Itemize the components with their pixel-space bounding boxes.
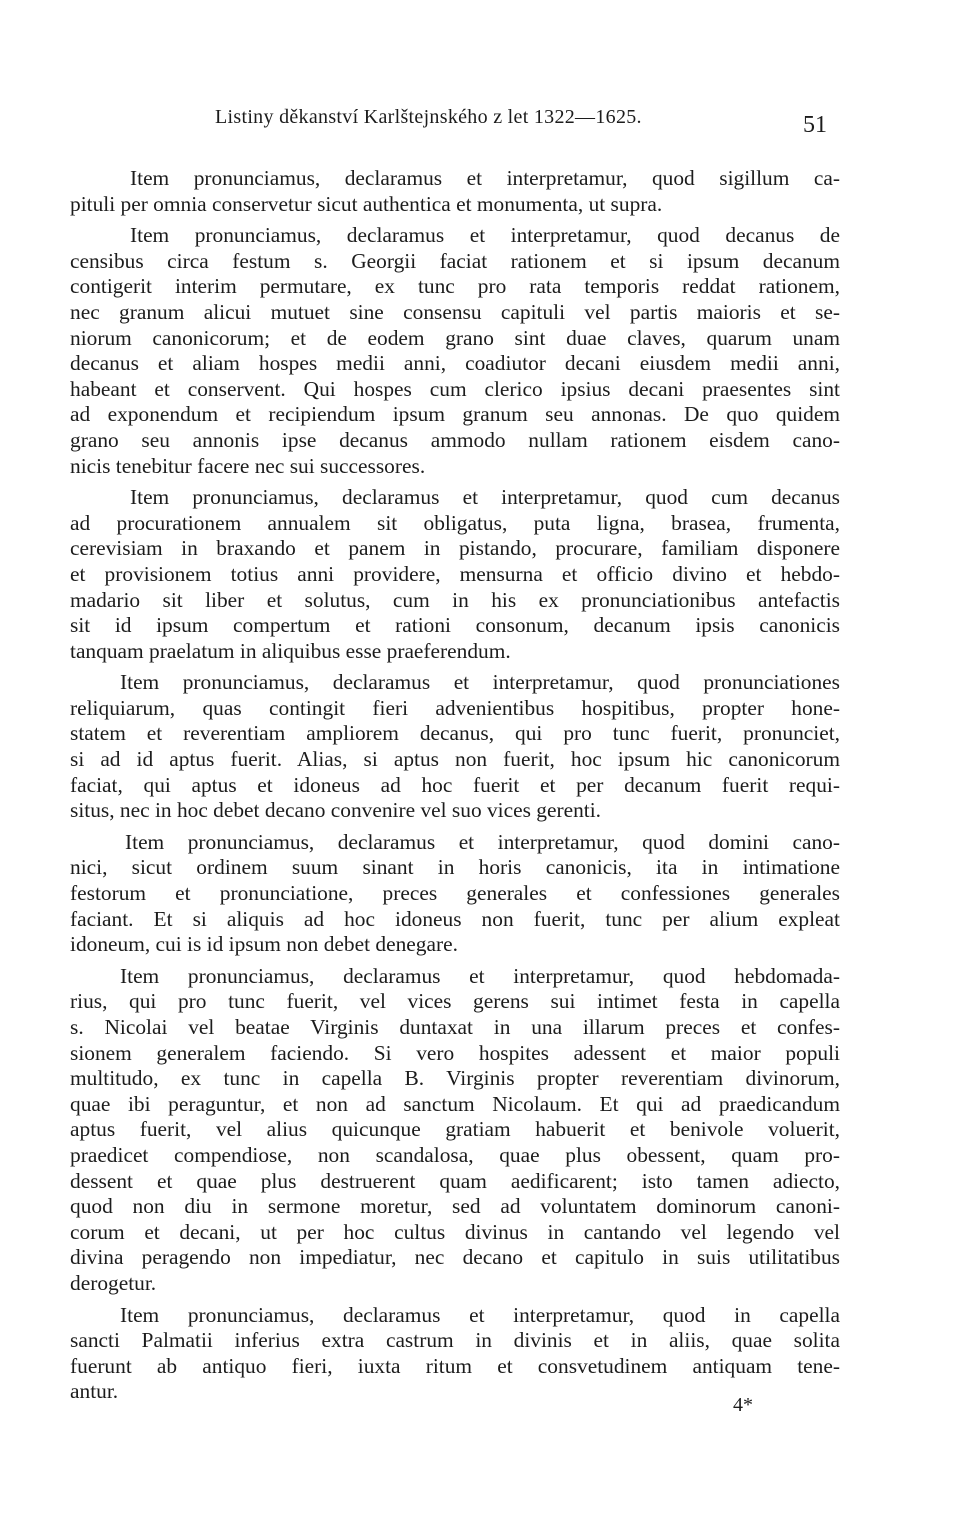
text-line: festorum et pronunciatione, preces generales et confessiones generales	[70, 881, 840, 906]
text-line: fuerunt ab antiquo fieri, iuxta ritum et consvetudinem antiquam tene-	[70, 1353, 840, 1378]
running-head: Listiny děkanství Karlštejnského z let 1322—1625.	[215, 106, 642, 128]
text-line: sit id ipsum compertum et rationi consonum, decanum ipsis canonicis	[70, 613, 840, 638]
text-line: antur.	[70, 1379, 119, 1404]
paragraph	[70, 223, 840, 479]
paragraph	[70, 670, 840, 824]
text-line: situs, nec in hoc debet decano convenire vel suo vices gerenti.	[70, 798, 602, 823]
text-line: niorum canonicorum; et de eodem grano sint duae claves, quarum unam	[70, 325, 840, 350]
text-line: quae ibi peraguntur, et non ad sanctum Nicolaum. Et qui ad praedicandum	[70, 1091, 840, 1116]
text-line: dessent et quae plus destruerent quam aedificarent; isto tamen adiecto,	[70, 1168, 840, 1193]
text-line: sancti Palmatii inferius extra castrum in divinis et in aliis, quae solita	[70, 1328, 840, 1353]
text-line: quod non diu in sermone moretur, sed ad voluntatem dominorum canoni-	[70, 1194, 840, 1219]
text-line: Item pronunciamus, declaramus et interpretamur, quod decanus de	[130, 223, 840, 248]
text-line: nici, sicut ordinem suum sinant in horis canonicis, ita in intimatione	[70, 855, 840, 880]
text-line: s. Nicolai vel beatae Virginis duntaxat in una illarum preces et confes-	[70, 1015, 840, 1039]
text-line: ad procurationem annualem sit obligatus, puta ligna, brasea, frumenta,	[70, 510, 840, 535]
text-line: madario sit liber et solutus, cum in his ex pronunciationibus antefactis	[70, 587, 840, 612]
text-line: contigerit interim permutare, ex tunc pro rata temporis reddat rationem,	[70, 274, 840, 299]
text-line: derogetur.	[70, 1270, 157, 1295]
text-line: multitudo, ex tunc in capella B. Virginis propter reverentiam divinorum,	[70, 1066, 840, 1091]
paragraph	[70, 485, 840, 664]
text-line: cerevisiam in braxando et panem in pistando, procurare, familiam disponere	[70, 536, 840, 561]
text-line: habeant et conservent. Qui hospes cum clerico ipsius decani praesentes sint	[70, 376, 840, 401]
text-line: grano seu annonis ipse decanus ammodo nullam rationem eisdem cano-	[70, 427, 840, 452]
text-line: Item pronunciamus, declaramus et interpretamur, quod domini cano-	[125, 829, 840, 854]
text-line: faciant. Et si aliquis ad hoc idoneus non fuerit, tunc per alium expleat	[70, 906, 840, 931]
text-line: decanus et aliam hospes medii anni, coadiutor decani eiusdem medii anni,	[70, 351, 840, 376]
text-line: Item pronunciamus, declaramus et interpretamur, quod pronunciationes	[120, 670, 840, 695]
paragraph	[70, 166, 840, 217]
body-text	[70, 166, 840, 1411]
text-line: Item pronunciamus, declaramus et interpretamur, quod cum decanus	[130, 485, 840, 510]
text-line: praedicet compendiose, non scandalosa, quae plus obessent, quam pro-	[70, 1142, 840, 1167]
text-line: divina peragendo non impediatur, nec decano et capitulo in suis utilitatibus	[70, 1245, 840, 1270]
text-line: et provisionem totius anni providere, mensurna et officio divino et hebdo-	[70, 561, 840, 586]
text-line: Item pronunciamus, declaramus et interpretamur, quod in capella	[120, 1302, 840, 1327]
text-line: pituli per omnia conservetur sicut authentica et monumenta, ut supra.	[70, 191, 663, 216]
text-line: sionem generalem faciendo. Si vero hospites adessent et maior populi	[70, 1040, 840, 1065]
text-line: idoneum, cui is id ipsum non debet denegare.	[70, 932, 458, 957]
text-line: reliquiarum, quas contingit fieri advenientibus hospitibus, propter hone-	[70, 695, 840, 720]
text-line: aptus fuerit, vel alius quicunque gratiam habuerit et benivole voluerit,	[70, 1117, 840, 1142]
paragraph	[70, 1303, 840, 1405]
text-line: Item pronunciamus, declaramus et interpretamur, quod sigillum ca-	[130, 166, 840, 190]
paragraph	[70, 830, 840, 958]
signature-mark: 4*	[733, 1394, 753, 1416]
text-line: corum et decani, ut per hoc cultus divinus in cantando vel legendo vel	[70, 1219, 840, 1244]
text-line: Item pronunciamus, declaramus et interpretamur, quod hebdomada-	[120, 963, 840, 988]
page-number: 51	[803, 112, 827, 138]
text-line: si ad id aptus fuerit. Alias, si aptus non fuerit, hoc ipsum hic canonicorum	[70, 747, 840, 772]
paragraph	[70, 964, 840, 1297]
text-line: nec granum alicui mutuet sine consensu capituli vel partis maioris et se-	[70, 299, 840, 324]
text-line: faciat, qui aptus et idoneus ad hoc fuerit et per decanum fuerit requi-	[70, 772, 840, 797]
text-line: statem et reverentiam ampliorem decanus, qui pro tunc fuerit, pronunciet,	[70, 721, 840, 746]
text-line: tanquam praelatum in aliquibus esse praeferendum.	[70, 638, 511, 663]
text-line: ad exponendum et recipiendum ipsum granum seu annonas. De quo quidem	[70, 402, 840, 427]
text-line: rius, qui pro tunc fuerit, vel vices gerens sui intimet festa in capella	[70, 989, 840, 1014]
text-line: censibus circa festum s. Georgii faciat rationem et si ipsum decanum	[70, 248, 840, 273]
text-line: nicis tenebitur facere nec sui successores.	[70, 453, 426, 478]
